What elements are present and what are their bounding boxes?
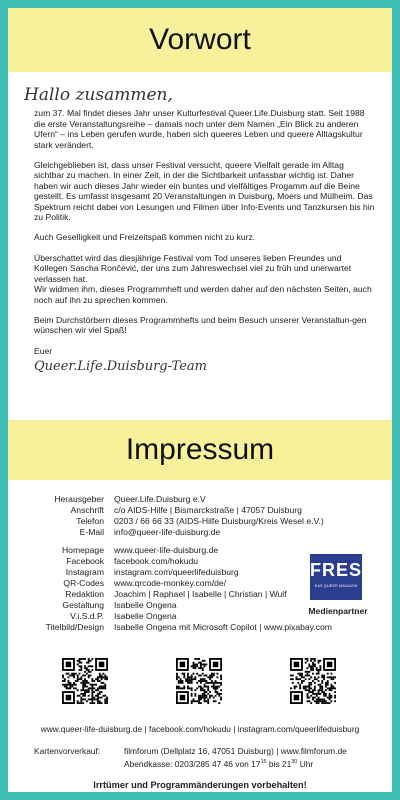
impressum-row <box>20 527 332 538</box>
qr-code-instagram-icon[interactable] <box>290 658 336 704</box>
letter-signature: Queer.Life.Duisburg-Team <box>34 359 207 375</box>
vorwort-title: Vorwort <box>149 23 251 56</box>
spacer <box>20 538 332 545</box>
impressum-label: Homepage <box>61 545 104 555</box>
letter-paragraph-2: Gleichgeblieben ist, dass unser Festival versucht, queere Vielfalt gerade im Alltag sichtbar zu machen. In einer Zeit, in der die Sichtbarkeit unfassbar wichtig ist. Daher haben wir auch dieses Jahr wieder ein buntes und vielfältiges Progamm auf die Beine gestellt. Es umfasst insgesamt 20 Veranstaltungen in Duisburg, Moers und Mülheim. Das Spektrum reicht dabei von Lesungen und Filmen über Info-Events und Tanzkursen bis hin zu Politik. <box>34 160 375 223</box>
impressum-label: E-Mail <box>79 527 104 537</box>
impressum-value: www.queer-life-duisburg.de <box>114 545 219 555</box>
impressum-row <box>20 505 332 516</box>
impressum-list <box>20 494 332 633</box>
box-office-open-minutes: 15 <box>260 759 267 765</box>
letter-paragraph-4: Überschattet wird das diesjährige Festival vom Tod unseres lieben Freundes und Kollegen Sascha Rončević, der uns zum Jahreswechsel viel zu früh und unerwartet verlassen hat. Wir widmen ihm, dieses Programmheft und werden daher auf den nächsten Seiten, auch noch auf ihn zu sprechen kommen. <box>34 252 372 305</box>
box-office-text: Abendkasse: 0203/285 47 46 von 17 <box>124 758 261 769</box>
impressum-value: facebook.com/hokudu <box>114 556 199 566</box>
letter-closing: Euer <box>34 345 53 356</box>
impressum-value: Isabelle Ongena mit Microsoft Copilot | www.pixabay.com <box>114 622 332 632</box>
impressum-row <box>20 494 332 505</box>
impressum-value: 0203 / 66 66 33 (AIDS-Hilfe Duisburg/Kreis Wesel e.V.) <box>114 516 324 526</box>
box-office-text: Uhr <box>297 758 314 769</box>
impressum-value: c/o AIDS-Hilfe | Bismarckstraße | 47057 Duisburg <box>114 505 302 515</box>
impressum-label: Titelbild/Design <box>45 622 104 632</box>
box-office-close-minutes: 30 <box>291 759 298 765</box>
impressum-value: Isabelle Ongena <box>114 611 177 621</box>
vorwort-header-band <box>8 8 392 72</box>
impressum-value: instagram.com/queerlifeduisburg <box>114 567 239 577</box>
qr-code-facebook-icon[interactable] <box>176 658 222 704</box>
greeting: Hallo zusammen, <box>24 85 173 105</box>
impressum-value: Queer.Life.Duisburg e.V <box>114 494 206 504</box>
impressum-value: www.qrcode-monkey.com/de/ <box>114 578 227 588</box>
impressum-label: Herausgeber <box>54 494 104 504</box>
impressum-value: Joachim | Raphael | Isabelle | Christian | Wulf <box>114 589 287 599</box>
disclaimer: Irrtümer und Programmänderungen vorbehalten! <box>93 780 307 790</box>
media-partner-label: Medienpartner <box>308 606 368 616</box>
letter <box>24 85 376 375</box>
impressum-row <box>20 622 332 633</box>
impressum-label: Telefon <box>76 516 104 526</box>
impressum-label: QR-Codes <box>63 578 104 588</box>
presale-line-1: filmforum (Dellplatz 16, 47051 Duisburg) | www.filmforum.de <box>124 746 347 756</box>
ticket-presale <box>34 746 347 770</box>
impressum-header-band <box>8 420 392 480</box>
impressum-row <box>20 611 332 622</box>
impressum-title: Impressum <box>125 433 275 466</box>
impressum-row <box>20 545 332 556</box>
impressum-row <box>20 600 332 611</box>
presale-details <box>124 746 347 770</box>
impressum-value: Isabelle Ongena <box>114 600 177 610</box>
box-office-text: bis 21 <box>266 758 292 769</box>
impressum-row <box>20 516 332 527</box>
impressum-row <box>20 589 332 600</box>
impressum-row <box>20 567 332 578</box>
presale-line-2 <box>124 757 347 770</box>
impressum-label: Redaktion <box>65 589 104 599</box>
letter-paragraph-3: Auch Geselligkeit und Freizeitspaß kommen nicht zu kurz. <box>34 232 256 243</box>
footer-links[interactable]: www.queer-life-duisburg.de | facebook.com/hokudu | instagram.com/queerlifeduisburg <box>40 724 360 734</box>
fresh-logo-text: FRESH <box>310 560 377 580</box>
letter-paragraph-1: zum 37. Mal findet dieses Jahr unser Kulturfestival Queer.Life.Duisburg statt. Seit 1988 die erste Veranstaltungsreihe – damals noch unter dem Namen „Ein Blick zu anderen Ufern“ – ins Leben gerufen wurde, haben sich queeres Leben und queere Alltagskultur stark verändert. <box>34 108 365 150</box>
fresh-logo-tagline: DAS QUEER MAGAZIN <box>314 584 358 588</box>
letter-paragraph-5: Beim Durchstörbern dieses Programmhefts und beim Besuch unserer Veranstaltun-gen wünschen wir viel Spaß! <box>34 314 367 336</box>
impressum-label: V.i.S.d.P. <box>70 611 104 621</box>
fresh-logo[interactable] <box>310 554 377 600</box>
impressum-value: info@queer-life-duisburg.de <box>114 527 221 537</box>
impressum-label: Gestaltung <box>62 600 104 610</box>
qr-code-homepage-icon[interactable] <box>62 658 108 704</box>
impressum-label: Facebook <box>66 556 104 566</box>
impressum-row <box>20 556 332 567</box>
impressum-row <box>20 578 332 589</box>
impressum-label: Anschrift <box>70 505 104 515</box>
presale-label: Kartenvorverkauf: <box>34 746 101 756</box>
impressum-label: Instagram <box>65 567 104 577</box>
